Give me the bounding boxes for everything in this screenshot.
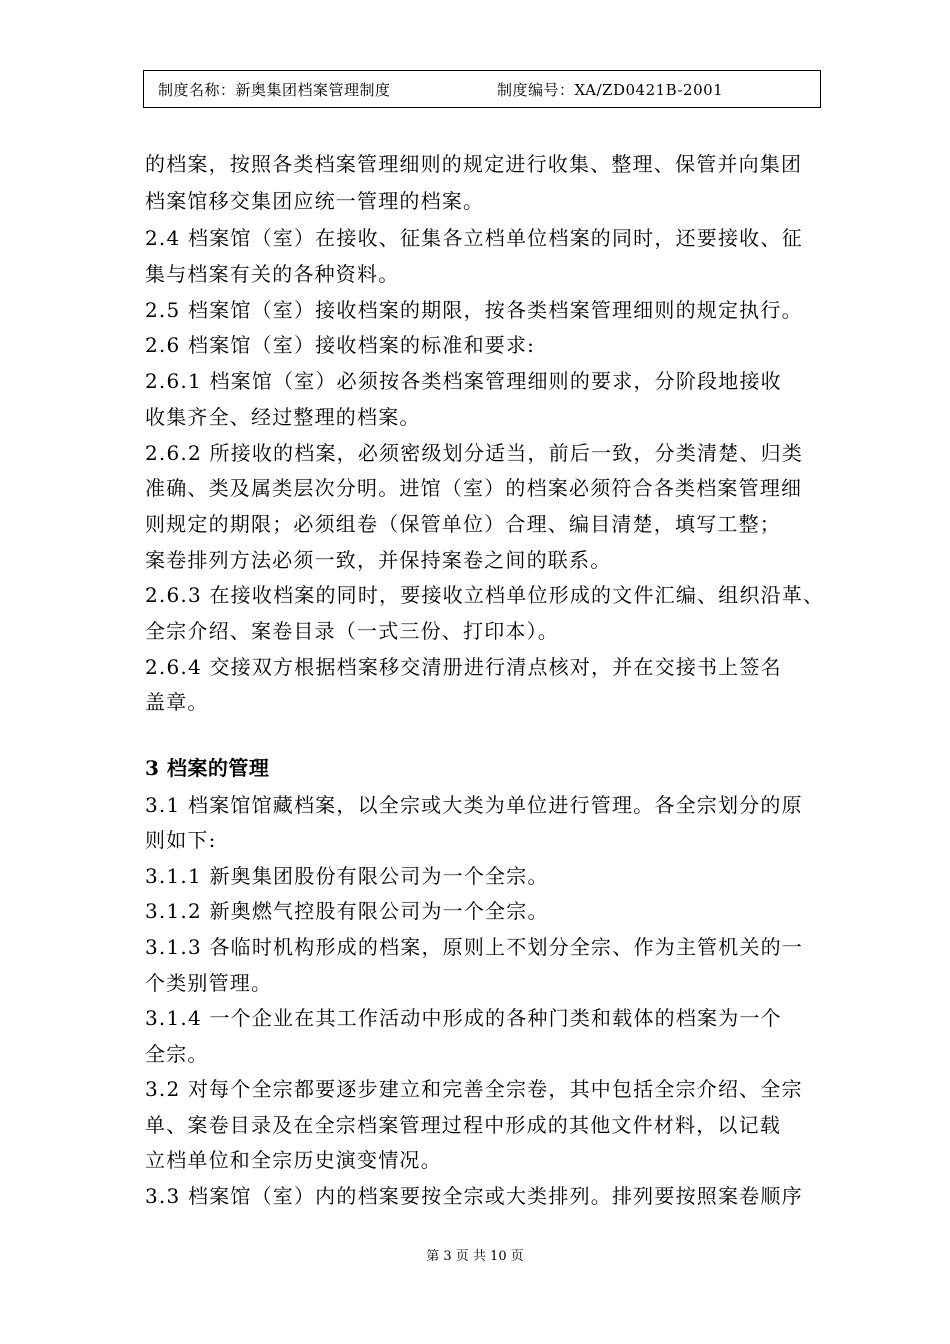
body-line: 3.1.4 一个企业在其工作活动中形成的各种门类和载体的档案为一个	[145, 1006, 782, 1030]
body-line: 集与档案有关的各种资料。	[145, 262, 400, 286]
body-line: 的档案，按照各类档案管理细则的规定进行收集、整理、保管并向集团	[145, 152, 803, 176]
page-number: 第 3 页 共 10 页	[426, 1249, 524, 1264]
body-line: 收集齐全、经过整理的档案。	[145, 405, 421, 429]
regulation-code: 制度编号：XA/ZD0421B-2001	[497, 81, 724, 99]
body-line: 2.6 档案馆（室）接收档案的标准和要求:	[145, 333, 536, 357]
body-line: 档案馆移交集团应统一管理的档案。	[145, 189, 485, 213]
body-line: 2.6.2 所接收的档案，必须密级划分适当，前后一致，分类清楚、归类	[145, 441, 804, 465]
section-heading: 3 档案的管理	[145, 756, 270, 780]
regulation-name: 制度名称：新奥集团档案管理制度	[158, 81, 391, 99]
body-line: 则如下:	[145, 828, 217, 852]
body-line: 单、案卷目录及在全宗档案管理过程中形成的其他文件材料，以记载	[145, 1113, 781, 1137]
body-line: 全宗。	[145, 1042, 209, 1066]
body-line: 3.2 对每个全宗都要逐步建立和完善全宗卷，其中包括全宗介绍、全宗	[145, 1077, 803, 1101]
body-line: 3.1.2 新奥燃气控股有限公司为一个全宗。	[145, 899, 549, 923]
body-line: 3.1.3 各临时机构形成的档案，原则上不划分全宗、作为主管机关的一	[145, 935, 804, 959]
body-line: 个类别管理。	[145, 971, 273, 995]
body-line: 2.6.1 档案馆（室）必须按各类档案管理细则的要求，分阶段地接收	[145, 369, 782, 393]
body-line: 2.6.4 交接双方根据档案移交清册进行清点核对，并在交接书上签名	[145, 655, 782, 679]
body-line: 2.5 档案馆（室）接收档案的期限，按各类档案管理细则的规定执行。	[145, 298, 803, 322]
body-line: 案卷排列方法必须一致，并保持案卷之间的联系。	[145, 548, 612, 572]
body-line: 盖章。	[145, 690, 209, 714]
document-header	[143, 70, 821, 108]
body-line: 全宗介绍、案卷目录（一式三份、打印本）。	[145, 619, 559, 643]
body-line: 则规定的期限；必须组卷（保管单位）合理、编目清楚，填写工整；	[145, 512, 781, 536]
body-line: 3.1 档案馆馆藏档案，以全宗或大类为单位进行管理。各全宗划分的原	[145, 793, 803, 817]
body-line: 3.1.1 新奥集团股份有限公司为一个全宗。	[145, 864, 549, 888]
body-line: 2.4 档案馆（室）在接收、征集各立档单位档案的同时，还要接收、征	[145, 226, 803, 250]
body-line: 2.6.3 在接收档案的同时，要接收立档单位形成的文件汇编、组织沿革、	[145, 583, 825, 607]
body-line: 3.3 档案馆（室）内的档案要按全宗或大类排列。排列要按照案卷顺序	[145, 1184, 803, 1208]
body-line: 立档单位和全宗历史演变情况。	[145, 1148, 442, 1172]
body-line: 准确、类及属类层次分明。进馆（室）的档案必须符合各类档案管理细	[145, 476, 803, 500]
